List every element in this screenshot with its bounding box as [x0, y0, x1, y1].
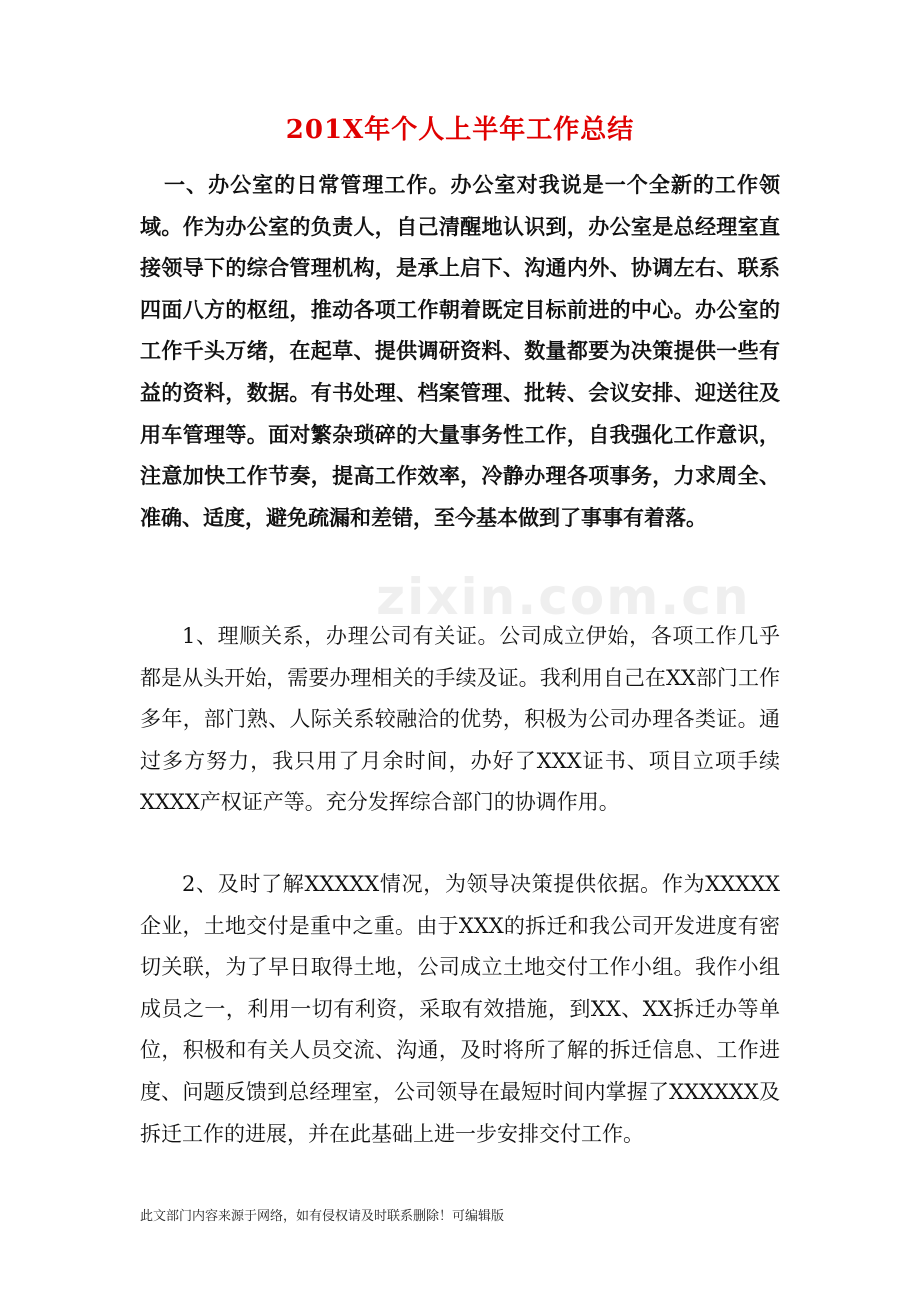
paragraph-certificates: 1、理顺关系，办理公司有关证。公司成立伊始，各项工作几乎都是从头开始，需要办理相关的手续及证。我利用自己在XX部门工作多年，部门熟、人际关系较融洽的优势，积极为公司办理各类证。通过多方努力，我只用了月余时间，办好了XXX证书、项目立项手续XXXX产权证产等。充分发挥综合部门的协调作用。 — [140, 624, 780, 815]
paragraph-land-delivery: 2、及时了解XXXXX情况，为领导决策提供依据。作为XXXXX企业，土地交付是重中之重。由于XXX的拆迁和我公司开发进度有密切关联，为了早日取得土地，公司成立土地交付工作小组。我作小组成员之一，利用一切有利资，采取有效措施，到XX、XX拆迁办等单位，积极和有关人员交流、沟通，及时将所了解的拆迁信息、工作进度、问题反馈到总经理室，公司领导在最短时间内掌握了XXXXXX及拆迁工作的进展，并在此基础上进一步安排交付工作。 — [140, 872, 780, 1146]
paragraph-office-management: 一、办公室的日常管理工作。办公室对我说是一个全新的工作领域。作为办公室的负责人，自己清醒地认识到，办公室是总经理室直接领导下的综合管理机构，是承上启下、沟通内外、协调左右、联系四面八方的枢纽，推动各项工作朝着既定目标前进的中心。办公室的工作千头万绪，在起草、提供调研资料、数量都要为决策提供一些有益的资料，数据。有书处理、档案管理、批转、会议安排、迎送往及用车管理等。面对繁杂琐碎的大量事务性工作，自我强化工作意识，注意加快工作节奏，提高工作效率，冷静办理各项事务，力求周全、准确、适度，避免疏漏和差错，至今基本做到了事事有着落。 — [140, 172, 780, 530]
watermark: zixin.com.cn — [376, 568, 751, 626]
footer-note: 此文部门内容来源于网络，如有侵权请及时联系删除！可编辑版 — [140, 1209, 505, 1224]
document-title: 201X年个人上半年工作总结 — [285, 115, 635, 145]
